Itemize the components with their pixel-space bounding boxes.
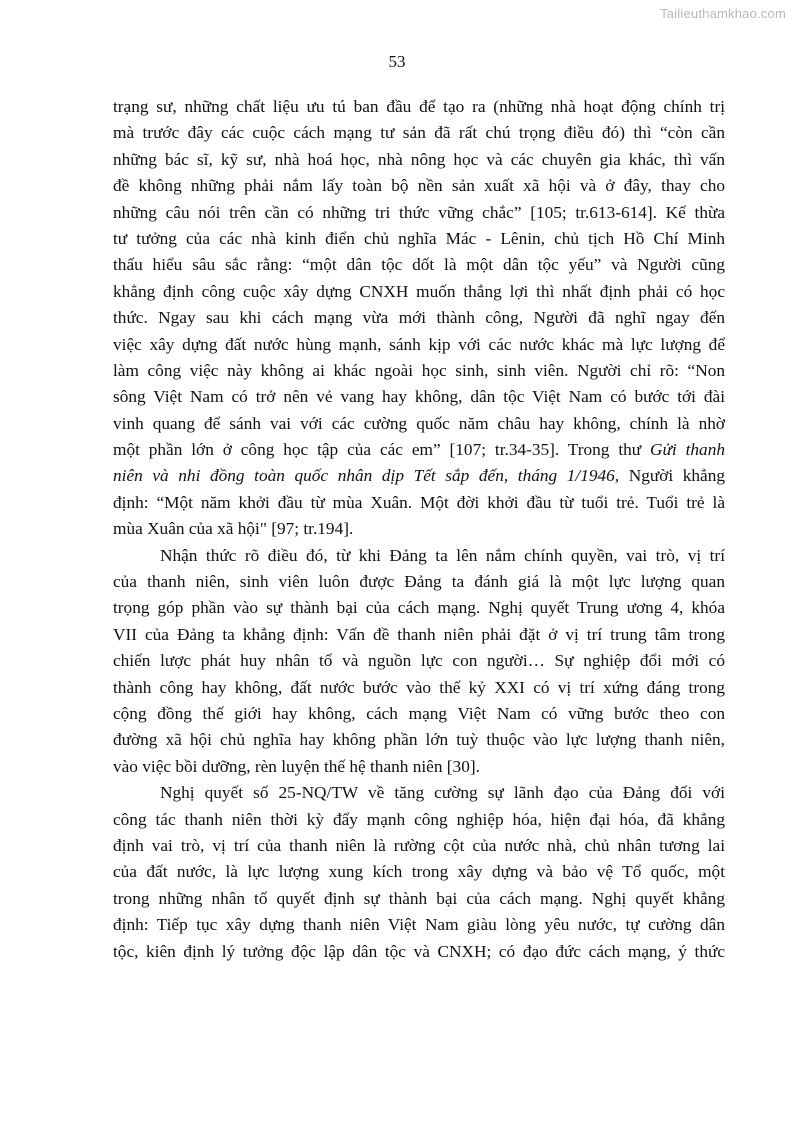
- text-run: , Người khẳng: [614, 466, 725, 486]
- text-line: tư tưởng của các nhà kinh điển chủ nghĩa Mác - Lênin, chủ tịch Hồ Chí Minh: [113, 228, 725, 248]
- text-line: cộng đồng thế giới hay không, cách mạng Việt Nam có vững bước theo con: [113, 703, 725, 723]
- text-line: của đất nước, là lực lượng xung kích trong xây dựng và bảo vệ Tổ quốc, một: [113, 862, 725, 882]
- italic-title-run: Gửi thanh: [650, 440, 725, 460]
- text-line: [113, 437, 725, 463]
- text-line: trong những nhân tố quyết định sự thành bại của cách mạng. Nghị quyết khẳng: [113, 888, 725, 908]
- text-line: vào việc bồi dưỡng, rèn luyện thế hệ thanh niên [30].: [113, 756, 480, 776]
- text-line: đường xã hội chủ nghĩa hay không phần lớn tuỳ thuộc vào lực lượng thanh niên,: [113, 730, 725, 750]
- text-line: tộc, kiên định lý tưởng độc lập dân tộc và CNXH; có đạo đức cách mạng, ý thức: [113, 941, 725, 961]
- text-line: sông Việt Nam có trở nên vẻ vang hay không, dân tộc Việt Nam có bước tới đài: [113, 387, 725, 407]
- text-line: thức. Ngay sau khi cách mạng vừa mới thành công, Người đã nghĩ ngay đến: [113, 308, 725, 328]
- text-line: trạng sư, những chất liệu ưu tú ban đầu để tạo ra (những nhà hoạt động chính trị: [113, 97, 725, 116]
- watermark: Tailieuthamkhao.com: [660, 6, 786, 21]
- text-line: việc xây dựng đất nước hùng mạnh, sánh kịp với các nước khác mà lực lượng để: [113, 334, 725, 354]
- text-line: định vai trò, vị trí của thanh niên là rường cột của nước nhà, chủ nhân tương lai: [113, 835, 725, 855]
- text-line: công tác thanh niên thời kỳ đẩy mạnh công nghiệp hóa, hiện đại hóa, đã khẳng: [113, 809, 725, 829]
- text-line: định: Tiếp tục xây dựng thanh niên Việt Nam giàu lòng yêu nước, tự cường dân: [113, 915, 725, 935]
- text-line: [113, 463, 725, 489]
- text-line: của thanh niên, sinh viên luôn được Đảng ta đánh giá là một lực lượng quan: [113, 572, 725, 592]
- text-line: chiến lược phát huy nhân tố và nguồn lực con người… Sự nghiệp đổi mới có: [113, 651, 725, 671]
- page-number: 53: [388, 52, 406, 71]
- text-line: mùa Xuân của xã hội" [97; tr.194].: [113, 519, 354, 539]
- text-line: vinh quang để sánh vai với các cường quốc năm châu hay không, chính là nhờ: [113, 413, 725, 433]
- text-line: VII của Đảng ta khẳng định: Vấn đề thanh niên phải đặt ở vị trí trung tâm trong: [113, 624, 725, 644]
- paragraph-2: [113, 543, 725, 781]
- paragraph-1: [113, 94, 725, 543]
- text-line: Nhận thức rõ điều đó, từ khi Đảng ta lên nắm chính quyền, vai trò, vị trí: [160, 545, 725, 565]
- document-body: [113, 94, 725, 965]
- text-run: một phần lớn ở công học tập của các em” [107; tr.34-35]. Trong thư: [113, 440, 651, 460]
- text-line: trọng góp phần vào sự thành bại của cách mạng. Nghị quyết Trung ương 4, khóa: [113, 598, 725, 618]
- italic-title-run: niên và nhi đồng toàn quốc nhân dịp Tết sắp đến, tháng 1/1946: [113, 466, 615, 486]
- text-line: khẳng định công cuộc xây dựng CNXH muốn thắng lợi thì nhất định phải có học: [113, 281, 725, 301]
- text-line: làm công việc này không ai khác ngoài học sinh, sinh viên. Người chỉ rõ: “Non: [113, 360, 725, 380]
- text-line: đề không những phải nắm lấy toàn bộ nền sản xuất xã hội và ở đây, thay cho: [113, 176, 725, 196]
- text-line: định: “Một năm khởi đầu từ mùa Xuân. Một đời khởi đầu từ tuổi trẻ. Tuổi trẻ là: [113, 492, 725, 512]
- text-line: thành công hay không, đất nước bước vào thế kỷ XXI có vị trí xứng đáng trong: [113, 677, 725, 697]
- text-line: những bác sĩ, kỹ sư, nhà hoá học, nhà nông học và các chuyên gia khác, thì vấn: [113, 149, 725, 169]
- text-line: Nghị quyết số 25-NQ/TW về tăng cường sự lãnh đạo của Đảng đối với: [160, 783, 725, 803]
- paragraph-3: [113, 780, 725, 965]
- text-line: thấu hiểu sâu sắc rằng: “một dân tộc dốt là một dân tộc yếu” và Người cũng: [113, 255, 725, 275]
- text-line: mà trước đây các cuộc cách mạng tư sản đã rất chú trọng điều đó) thì “còn cần: [113, 123, 725, 143]
- text-line: những câu nói trên cần có những tri thức vững chắc” [105; tr.613-614]. Kế thừa: [113, 202, 725, 222]
